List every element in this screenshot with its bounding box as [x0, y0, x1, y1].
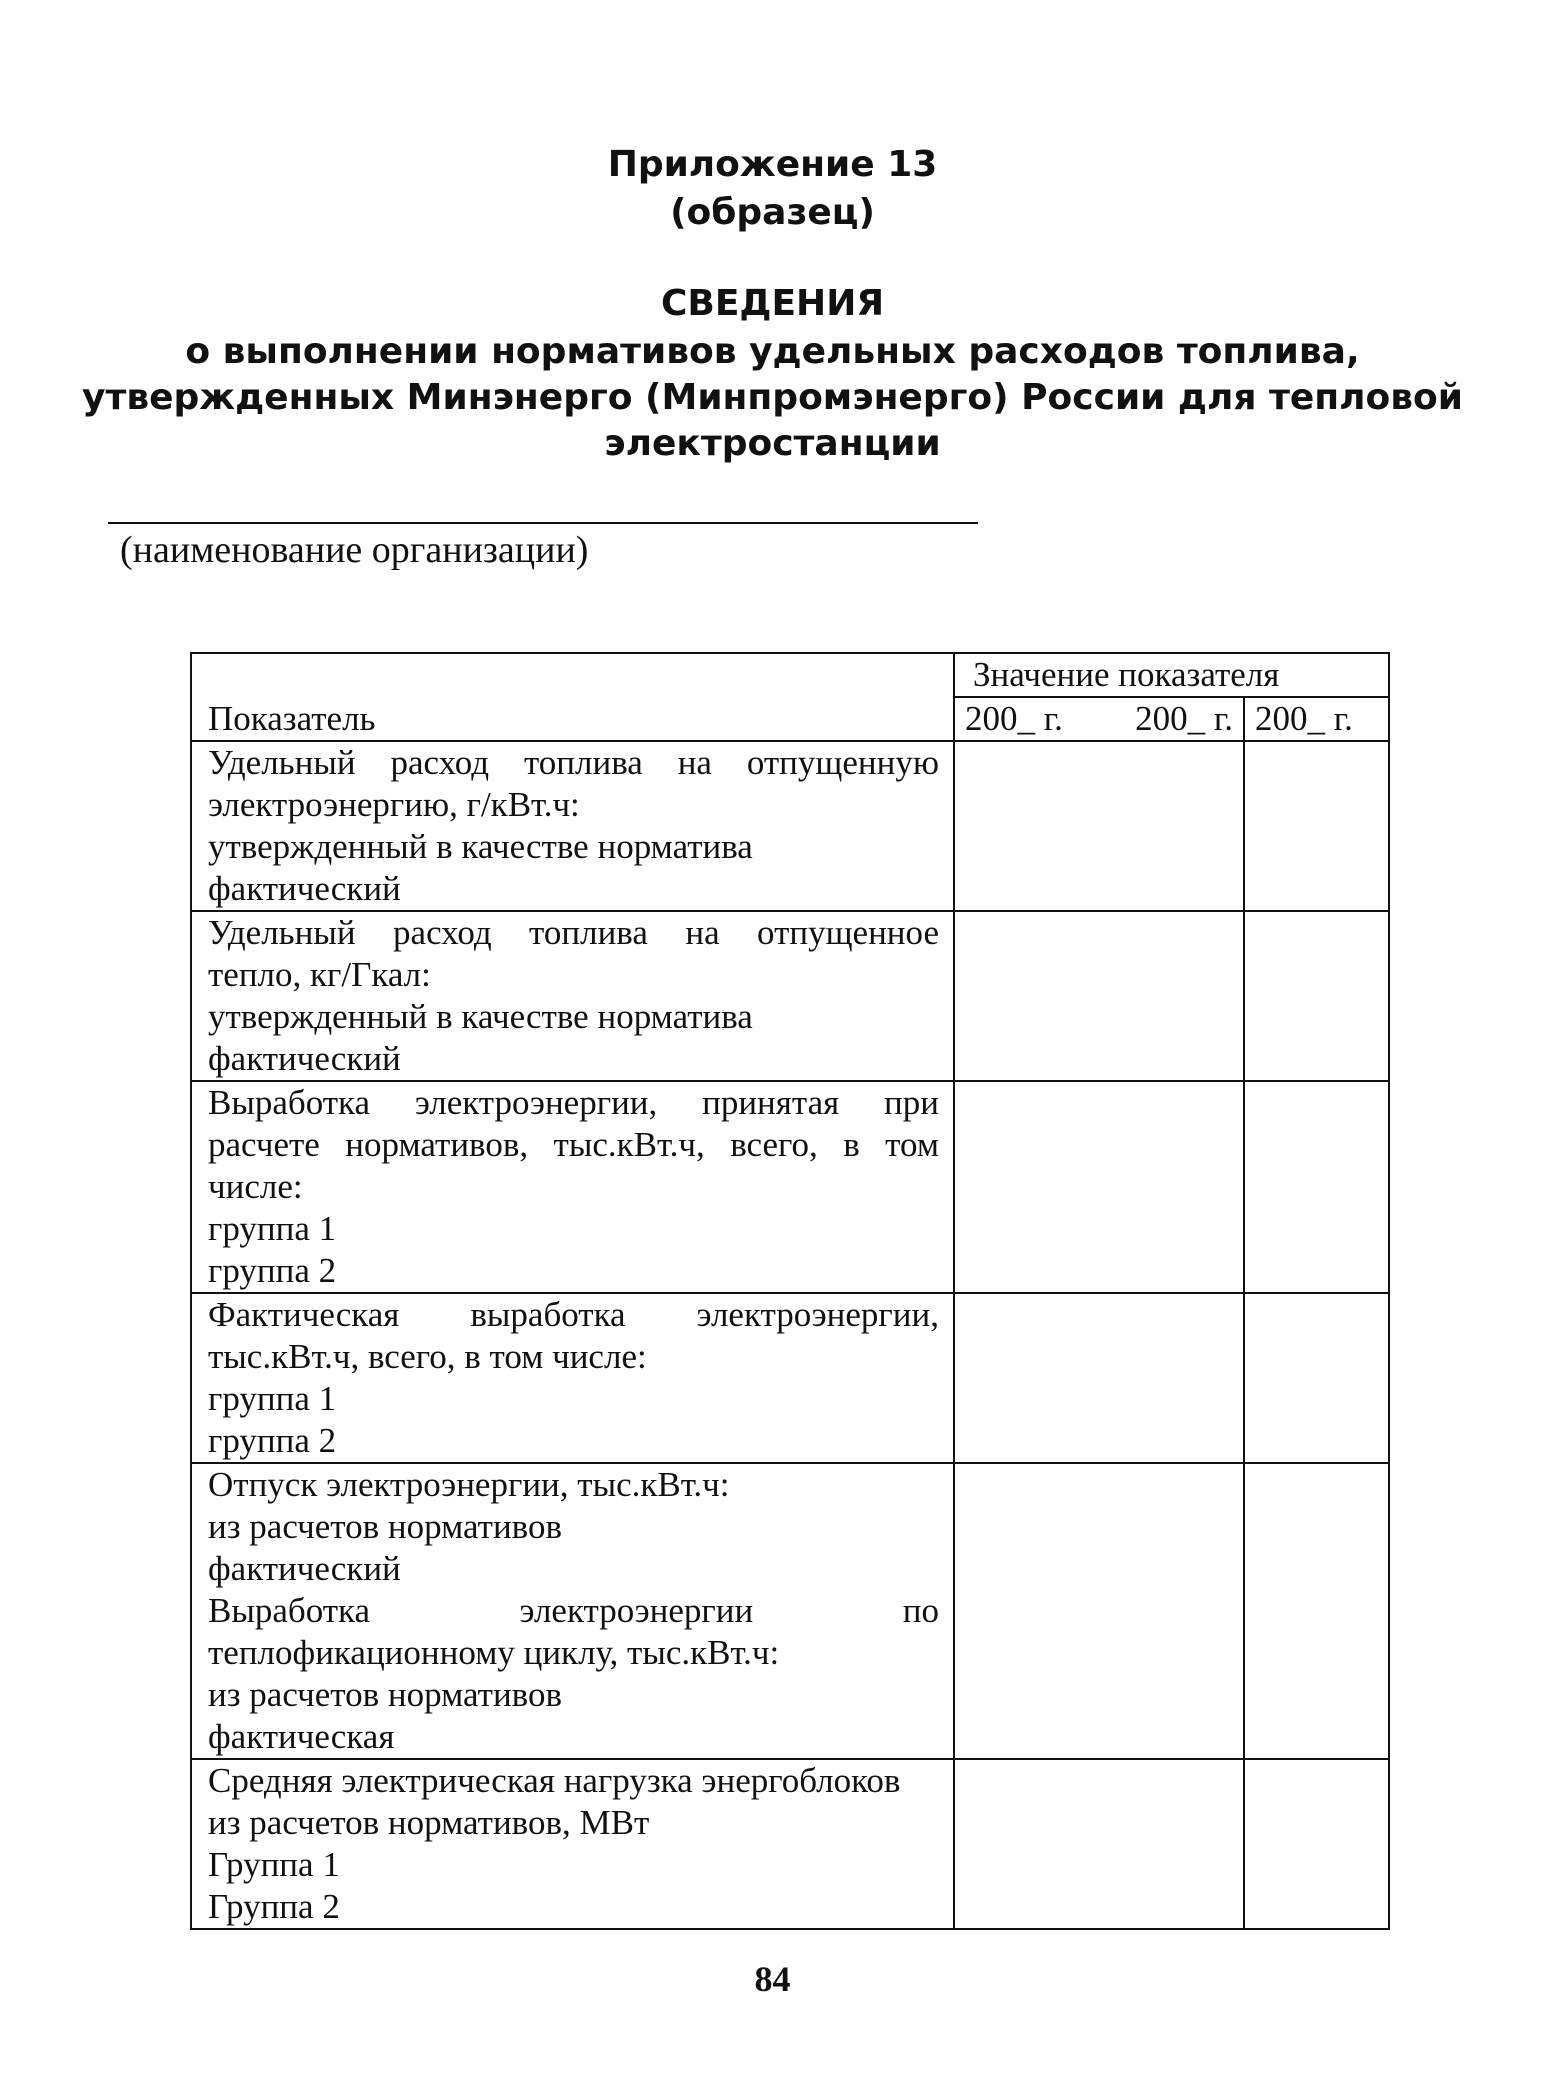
indicator-line: числе: [208, 1167, 303, 1206]
value-cell [1244, 1293, 1389, 1463]
indicator-line: фактическая [208, 1717, 395, 1756]
indicator-line: Отпуск электроэнергии, тыс.кВт.ч: [208, 1465, 730, 1504]
organization-caption: (наименование организации) [120, 529, 589, 571]
indicator-header: Показатель [208, 699, 376, 738]
indicator-line: группа 2 [208, 1421, 337, 1460]
indicator-line: утвержденный в качестве норматива [208, 827, 753, 866]
value-cell [954, 1759, 1244, 1929]
value-header: Значение показателя [973, 655, 1280, 694]
value-cell [1244, 1463, 1389, 1759]
indicator-line: Удельный расход топлива на отпущенное [208, 913, 939, 952]
year-header-2: 200_ г. [1135, 699, 1233, 738]
table-header-row [191, 653, 1389, 697]
indicator-line: тыс.кВт.ч, всего, в том числе: [208, 1337, 647, 1376]
indicator-cell [191, 911, 954, 1081]
indicator-line: расчете нормативов, тыс.кВт.ч, всего, в том [208, 1125, 939, 1164]
year-header-1: 200_ г. [965, 699, 1063, 738]
indicator-line: Выработка электроэнергии, принятая при [208, 1083, 939, 1122]
value-cell [954, 1463, 1244, 1759]
indicator-line: из расчетов нормативов, МВт [208, 1803, 650, 1842]
indicator-cell [191, 1081, 954, 1293]
indicator-line: из расчетов нормативов [208, 1507, 562, 1546]
table-row [191, 1759, 1389, 1929]
indicator-line: фактический [208, 1039, 401, 1078]
value-header-cell [954, 653, 1389, 697]
value-cell [1244, 1081, 1389, 1293]
indicator-line: Фактическая выработка электроэнергии, [208, 1295, 939, 1334]
value-cell [1244, 911, 1389, 1081]
indicator-line: группа 2 [208, 1251, 337, 1290]
indicator-header-cell [191, 653, 954, 741]
year-header-cell-3 [1244, 697, 1389, 741]
indicator-line: группа 1 [208, 1379, 337, 1418]
indicator-line: утвержденный в качестве норматива [208, 997, 753, 1036]
value-cell [1244, 1759, 1389, 1929]
value-cell [954, 1293, 1244, 1463]
value-cell [954, 741, 1244, 911]
value-cell [954, 911, 1244, 1081]
indicators-table [190, 652, 1390, 1930]
value-cell [1244, 741, 1389, 911]
document-title: СВЕДЕНИЯ [660, 283, 885, 324]
indicator-line: электроэнергию, г/кВт.ч: [208, 785, 580, 824]
indicator-line: Удельный расход топлива на отпущенную [208, 743, 939, 782]
appendix-label: Приложение 13 [607, 144, 938, 185]
table-row [191, 1081, 1389, 1293]
indicator-line: Средняя электрическая нагрузка энергоблоков [208, 1761, 901, 1800]
sample-label: (образец) [670, 192, 875, 233]
indicator-line: фактический [208, 869, 401, 908]
indicator-line: Группа 1 [208, 1845, 340, 1884]
document-subtitle-line-1: о выполнении нормативов удельных расходов топлива, [185, 331, 1360, 372]
indicator-line: фактический [208, 1549, 401, 1588]
table-row [191, 741, 1389, 911]
value-cell [954, 1081, 1244, 1293]
table-row [191, 1293, 1389, 1463]
indicator-line: из расчетов нормативов [208, 1675, 562, 1714]
indicator-line: теплофикационному циклу, тыс.кВт.ч: [208, 1633, 780, 1672]
indicator-cell [191, 1463, 954, 1759]
document-subtitle-line-2: утвержденных Минэнерго (Минпромэнерго) России для тепловой [81, 377, 1464, 418]
indicator-line: тепло, кг/Гкал: [208, 955, 431, 994]
document-subtitle-line-3: электростанции [604, 423, 941, 464]
indicator-line: группа 1 [208, 1209, 337, 1248]
indicator-cell [191, 1293, 954, 1463]
organization-name-line [108, 522, 978, 524]
indicator-cell [191, 741, 954, 911]
year-header-3: 200_ г. [1255, 699, 1353, 738]
year-header-cell-pair [954, 697, 1244, 741]
indicator-cell [191, 1759, 954, 1929]
page-number: 84 [754, 1959, 791, 1999]
table-row [191, 1463, 1389, 1759]
table-row [191, 911, 1389, 1081]
indicator-line: Группа 2 [208, 1887, 340, 1926]
indicator-line: Выработка электроэнергии по [208, 1591, 939, 1630]
